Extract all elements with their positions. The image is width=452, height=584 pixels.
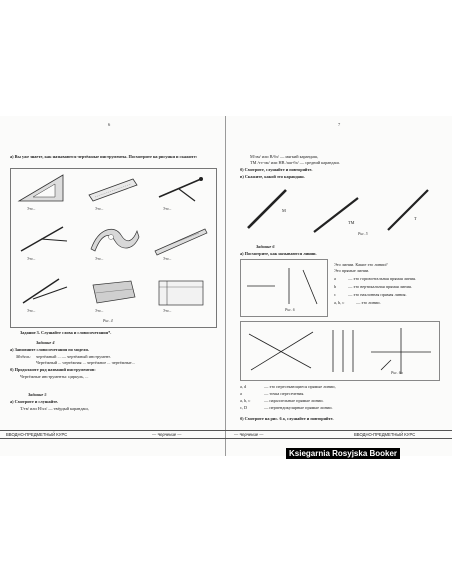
- task-4-heading: Задание 4: [36, 340, 55, 345]
- list-key: a, d: [240, 384, 247, 389]
- footer-subject: — Черчение —: [234, 432, 264, 437]
- left-page: [0, 116, 226, 456]
- pencil-label-tm: ТМ: [348, 220, 355, 225]
- list-text: — это пересекающиеся прямые линии,: [264, 384, 336, 389]
- list-key: a: [240, 391, 242, 396]
- figure-6a: [240, 321, 440, 381]
- eto-label: Это...: [163, 257, 172, 261]
- definition-key: b: [334, 284, 337, 289]
- book-spread: [0, 116, 452, 456]
- french-curve-illustration: [81, 221, 145, 263]
- footer-subject: — Черчение —: [152, 432, 182, 437]
- definition-key: а: [334, 276, 336, 281]
- list-key: c, D: [240, 405, 248, 410]
- footer-course: ВВОДНО-ПРЕДМЕТНЫЙ КУРС: [6, 432, 68, 437]
- intersecting-lines-drawing: [241, 322, 439, 380]
- figure-5-caption: Рис. 5: [358, 232, 368, 236]
- list-text: — точка пересечения.: [264, 391, 305, 396]
- task-4-b: б) Продолжите ряд названий инструментов:: [10, 367, 96, 372]
- definition-text: — это горизонтальная прямая линия.: [348, 276, 417, 281]
- model-line-1: чертёжный ... — чертёжный инструмент.: [36, 354, 111, 359]
- figure-caption: Рис. 4: [103, 319, 113, 323]
- page-footer: [226, 430, 452, 439]
- question-2: Это прямые линии.: [334, 268, 370, 273]
- list-key: a, b, c: [240, 398, 251, 403]
- t-square-illustration: [149, 221, 213, 263]
- eto-label: Это...: [163, 309, 172, 313]
- ruler-illustration: [81, 171, 145, 213]
- pencil-text-2: ТМ /тэ-эм/ или НВ /аш-бэ/ — средний карандаш.: [250, 160, 340, 165]
- task-5-line: Т/тв/ или Н/хэ/ — твёрдый карандаш,: [20, 406, 89, 411]
- instrument-case-illustration: [81, 273, 145, 315]
- task-b: б) Смотрите, слушайте и повторяйте.: [240, 167, 313, 172]
- figure-6a-caption: Рис. 6а: [391, 371, 403, 375]
- page-number: 6: [108, 122, 111, 127]
- page-number: 7: [338, 122, 341, 127]
- definition-text: — это линии.: [356, 300, 381, 305]
- task-6-a: а) Посмотрите, как называются линии.: [240, 251, 317, 256]
- compass-illustration: [149, 171, 213, 213]
- pencils-drawing: [238, 182, 438, 240]
- drawing-pen-illustration: [13, 273, 77, 315]
- pencils-figure: [238, 182, 438, 240]
- figure-6-caption: Рис. 6: [285, 308, 295, 312]
- eto-label: Это...: [27, 309, 36, 313]
- eto-label: Это...: [95, 309, 104, 313]
- definition-text: — это наклонная прямая линия.: [348, 292, 407, 297]
- task-v: в) Скажите, какой это карандаш.: [240, 174, 305, 179]
- eto-label: Это...: [27, 207, 36, 211]
- task-6-b: б) Смотрите на рис. 6 а, слушайте и повторяйте.: [240, 416, 334, 421]
- definition-key: c: [334, 292, 336, 297]
- task-4-a: а) Запомните словосочетания по модели.: [10, 347, 89, 352]
- task-4-b-line: Чертёжные инструменты: циркуль, ...: [20, 374, 89, 379]
- model-line-2: Чертёжный ... чертёжная ... чертёжное ... чертёжные...: [36, 360, 135, 365]
- eto-label: Это...: [163, 207, 172, 211]
- right-page: [226, 116, 452, 456]
- eto-label: Это...: [27, 257, 36, 261]
- pencil-text-1: М/эм/ или В/бэ/ — мягкий карандаш,: [250, 154, 319, 159]
- compass-illustration: [13, 221, 77, 263]
- watermark: Ksiegarnia Rosyjska Booker: [286, 448, 400, 459]
- task-5-a: а) Смотрите и слушайте.: [10, 399, 59, 404]
- eto-label: Это...: [95, 207, 104, 211]
- definition-key: a, b, c: [334, 300, 345, 305]
- pencil-label-m: М: [282, 208, 286, 213]
- definition-text: — это вертикальная прямая линия.: [348, 284, 412, 289]
- drawing-board-illustration: [149, 273, 213, 315]
- task-instruction: а) Вы уже знаете, как называются чертёжные инструменты. Посмотрите на рисунки и скажите:: [10, 154, 198, 159]
- question-1: Это линии. Какие это линии?: [334, 262, 388, 267]
- pencil-label-t: Т: [414, 216, 417, 221]
- task-5-heading: Задание 5: [28, 392, 47, 397]
- task-6-heading: Задание 6: [256, 244, 275, 249]
- instruments-figure: [10, 168, 217, 328]
- task-3: Задание 3. Слушайте слова и словосочетания*.: [20, 330, 112, 335]
- page-footer: [0, 430, 226, 439]
- eto-label: Это...: [95, 257, 104, 261]
- set-square-illustration: [13, 171, 77, 213]
- footer-course: ВВОДНО-ПРЕДМЕТНЫЙ КУРС: [354, 432, 416, 437]
- list-text: — перпендикулярные прямые линии.: [264, 405, 333, 410]
- figure-6: [240, 259, 328, 317]
- model-label: Модель:: [16, 354, 31, 359]
- lines-drawing: [241, 260, 327, 316]
- list-text: — параллельные прямые линии.: [264, 398, 324, 403]
